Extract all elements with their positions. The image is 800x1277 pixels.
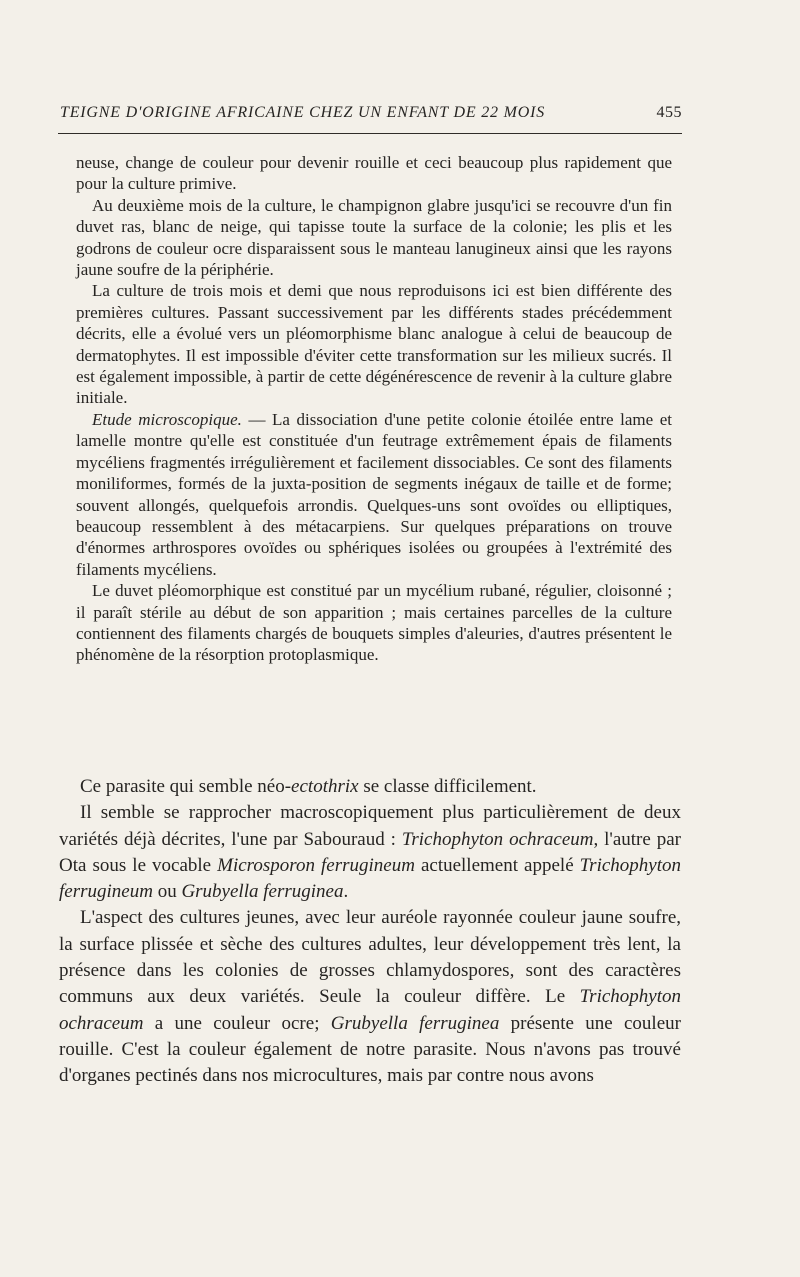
paragraph-third-month: La culture de trois mois et demi que nous reproduisons ici est bien différente des premières cultures. Passant successivement par les différents stades précédemment décrits, elle a évolué vers un pléomorphisme blanc analogue à celui de beaucoup de dermatophytes. Il est impossible d'éviter cette transformation sur les milieux sucrés. Il est également impossible, à partir de cette dégénérescence de revenir à la culture glabre initiale. [76,281,672,408]
paragraph-continuation: neuse, change de couleur pour devenir rouille et ceci beaucoup plus rapidement que pour la culture primive. [76,153,672,194]
page-number: 455 [656,104,682,121]
text-span: présente une couleur rouille. C'est la couleur également de notre parasite. Nous n'avons pas trouvé d'organes pectinés dans nos microcultures, mais par contre nous avons [59,1012,681,1087]
species-name: Microsporon ferrugineum [217,854,415,876]
species-term: ectothrix [291,776,359,797]
species-name: Trichophyton ferrugineum [59,854,681,903]
text-span: Il semble se rapprocher macroscopiquement plus particulièrement de deux variétés déjà décrites, l'une par Sabouraud : [59,802,681,850]
text-span: . [343,881,349,903]
running-header [60,104,682,132]
paragraph-varieties [59,800,681,905]
paragraph-pleomorphic-down: Le duvet pléomorphique est constitué par un mycélium rubané, régulier, cloisonné ; il paraît stérile au début de son apparition ; mais certaines parcelles de la culture contiennent des filaments chargés de bouquets simples d'aleuries, d'autres présentent le phénomène de la résorption protoplasmique. [76,581,672,665]
running-title: TEIGNE D'ORIGINE AFRICAINE CHEZ UN ENFANT DE 22 MOIS [60,104,546,121]
text-span: L'aspect des cultures jeunes, avec leur auréole rayonnée couleur jaune soufre, la surface plissée et sèche des cultures adultes, leur développement très lent, la présence dans les colonies de grosses chlamydospores, sont des caractères communs aux deux variétés. Seule la couleur diffère. Le [59,907,681,1008]
section-heading-microscopic: Etude microscopique. [92,409,242,429]
text-span: , l'autre par Ota sous le vocable [59,828,681,876]
text-span: Ce parasite qui semble néo- [80,776,292,797]
paragraph-aspect [59,905,681,1089]
species-name: Trichophyton ochraceum [401,828,594,850]
text-span: ou [152,881,182,903]
species-name: Grubyella ferruginea [330,1012,500,1034]
text-span: a une couleur ocre; [143,1012,331,1034]
species-name: Trichophyton ochraceum [59,986,681,1034]
main-text-section [59,774,681,1090]
paragraph-microscopic-study [76,409,672,580]
paragraph-classification [59,774,681,800]
small-print-section [76,152,672,666]
header-rule [58,133,682,134]
paragraph-second-month: Au deuxième mois de la culture, le champignon glabre jusqu'ici se recouvre d'un fin duvet ras, blanc de neige, qui tapisse toute la surface de la colonie; les plis et les godrons de couleur ocre disparaissent sous le manteau lanugineux ainsi que les rayons jaune soufre de la périphérie. [76,195,672,280]
microscopic-study-text: — La dissociation d'une petite colonie étoilée entre lame et lamelle montre qu'elle est constituée d'un feutrage extrêmement épais de filaments mycéliens fragmentés irrégulièrement et facilement dissociables. Ce sont des filaments moniliformes, formés de la juxta-position de segments inégaux de taille et de forme; souvent allongés, quelquefois arrondis. Quelques-uns sont ovoïdes ou elliptiques, beaucoup ressemblent à des métacarpiens. Sur quelques préparations on trouve d'énormes arthrospores ovoïdes ou sphériques isolées ou groupées à l'extrémité des filaments mycéliens. [76,409,672,579]
species-name: Grubyella ferruginea [181,881,344,903]
text-span: actuellement appelé [414,854,580,876]
text-span: se classe difficilement. [358,776,537,797]
